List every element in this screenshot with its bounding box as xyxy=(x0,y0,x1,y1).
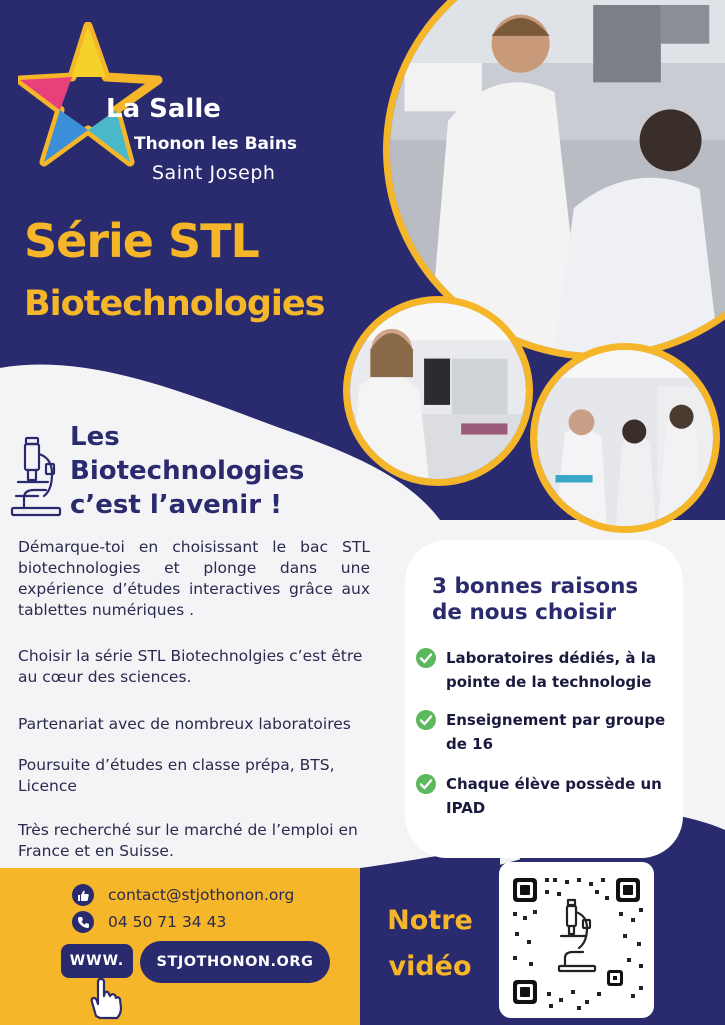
contact-phone-row[interactable] xyxy=(72,911,226,933)
paragraph-science: Choisir la série STL Biotechnolgies c’est être au cœur des sciences. xyxy=(18,647,363,686)
heading-line3: c’est l’avenir ! xyxy=(70,490,282,520)
phone-icon xyxy=(72,911,94,933)
contact-email[interactable]: contact@stjothonon.org xyxy=(108,886,295,904)
title-line1: Série STL xyxy=(24,214,259,268)
logo-subtitle: Saint Joseph xyxy=(152,162,276,184)
reason-text: Enseignement par groupe de 16 xyxy=(446,711,666,753)
main-heading xyxy=(70,420,304,522)
heading-line2: Biotechnologies xyxy=(70,456,305,486)
reason-text: Laboratoires dédiés, à la pointe de la technologie xyxy=(446,649,656,691)
paragraph-partnership: Partenariat avec de nombreux laboratoires xyxy=(18,715,351,733)
paragraph-studies: Poursuite d’études en classe prépa, BTS, Licence xyxy=(18,756,335,795)
video-line1: Notre xyxy=(387,905,473,936)
lab-photo-students xyxy=(530,343,720,533)
hand-pointer-icon xyxy=(82,976,128,1020)
title-line2: Biotechnologies xyxy=(24,284,325,324)
school-logo xyxy=(18,22,318,184)
check-icon xyxy=(416,774,436,794)
www-badge: WWW. xyxy=(61,944,133,978)
paragraph-employment: Très recherché sur le marché de l’emploi en France et en Suisse. xyxy=(18,821,358,860)
reasons-card xyxy=(405,540,683,858)
heading-line1: Les xyxy=(70,422,120,452)
check-icon xyxy=(416,710,436,730)
logo-name: La Salle xyxy=(106,94,221,124)
reason-text: Chaque élève possède un IPAD xyxy=(446,775,662,817)
contact-phone[interactable]: 04 50 71 34 43 xyxy=(108,913,227,931)
thumbs-up-icon xyxy=(72,884,94,906)
logo-city: Thonon les Bains xyxy=(134,134,298,154)
qr-code-graphic xyxy=(499,862,654,1018)
contact-email-row[interactable] xyxy=(72,884,294,906)
check-icon xyxy=(416,648,436,668)
qr-code[interactable] xyxy=(499,862,654,1018)
website-button[interactable]: STJOTHONON.ORG xyxy=(140,941,330,983)
video-line2: vidéo xyxy=(388,951,472,982)
paragraph-intro: Démarque-toi en choisissant le bac STL biotechnologies et plonge dans une expérience d’études interactives grâce aux tablettes numériques . xyxy=(18,538,370,619)
microscope-icon xyxy=(8,434,64,518)
reasons-title: 3 bonnes raisons de nous choisir xyxy=(432,574,639,625)
lab-photo-microscope xyxy=(343,296,533,486)
video-label xyxy=(380,898,480,990)
